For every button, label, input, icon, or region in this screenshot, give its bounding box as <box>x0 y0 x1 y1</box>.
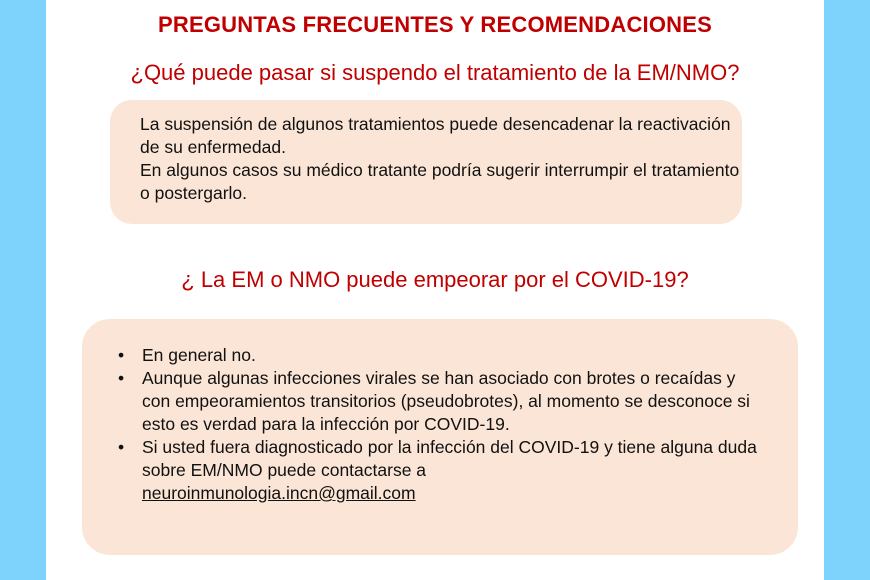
list-item <box>118 436 758 505</box>
bullet-icon: • <box>118 437 125 457</box>
answer-1-box <box>110 100 742 224</box>
page-title: PREGUNTAS FRECUENTES Y RECOMENDACIONES <box>157 12 712 37</box>
answer-2-box <box>82 319 798 555</box>
list-item-text: En general no. <box>142 345 256 365</box>
contact-email-link[interactable]: neuroinmunologia.incn@gmail.com <box>142 483 416 503</box>
list-item-text: Si usted fuera diagnosticado por la infección del COVID-19 y tiene alguna duda sobre EM/NMO puede contactarse a <box>142 437 757 480</box>
question-1-title: ¿Qué puede pasar si suspendo el tratamiento de la EM/NMO? <box>130 60 740 85</box>
bullet-icon: • <box>118 368 125 388</box>
list-item <box>118 367 758 436</box>
answer-1-paragraph-1: La suspensión de algunos tratamientos puede desencadenar la reactivación de su enfermedad. <box>140 114 731 157</box>
answer-1-paragraph-2: En algunos casos su médico tratante podría sugerir interrumpir el tratamiento o postergarlo. <box>140 160 740 203</box>
question-2-title: ¿ La EM o NMO puede empeorar por el COVID-19? <box>181 267 689 292</box>
answer-2-list <box>118 344 758 505</box>
list-item-text: Aunque algunas infecciones virales se han asociado con brotes o recaídas y con empeoramientos transitorios (pseudobrotes), al momento se desconoce si esto es verdad para la infección por COVID-19. <box>142 368 750 434</box>
list-item <box>118 344 758 367</box>
bullet-icon: • <box>118 345 125 365</box>
